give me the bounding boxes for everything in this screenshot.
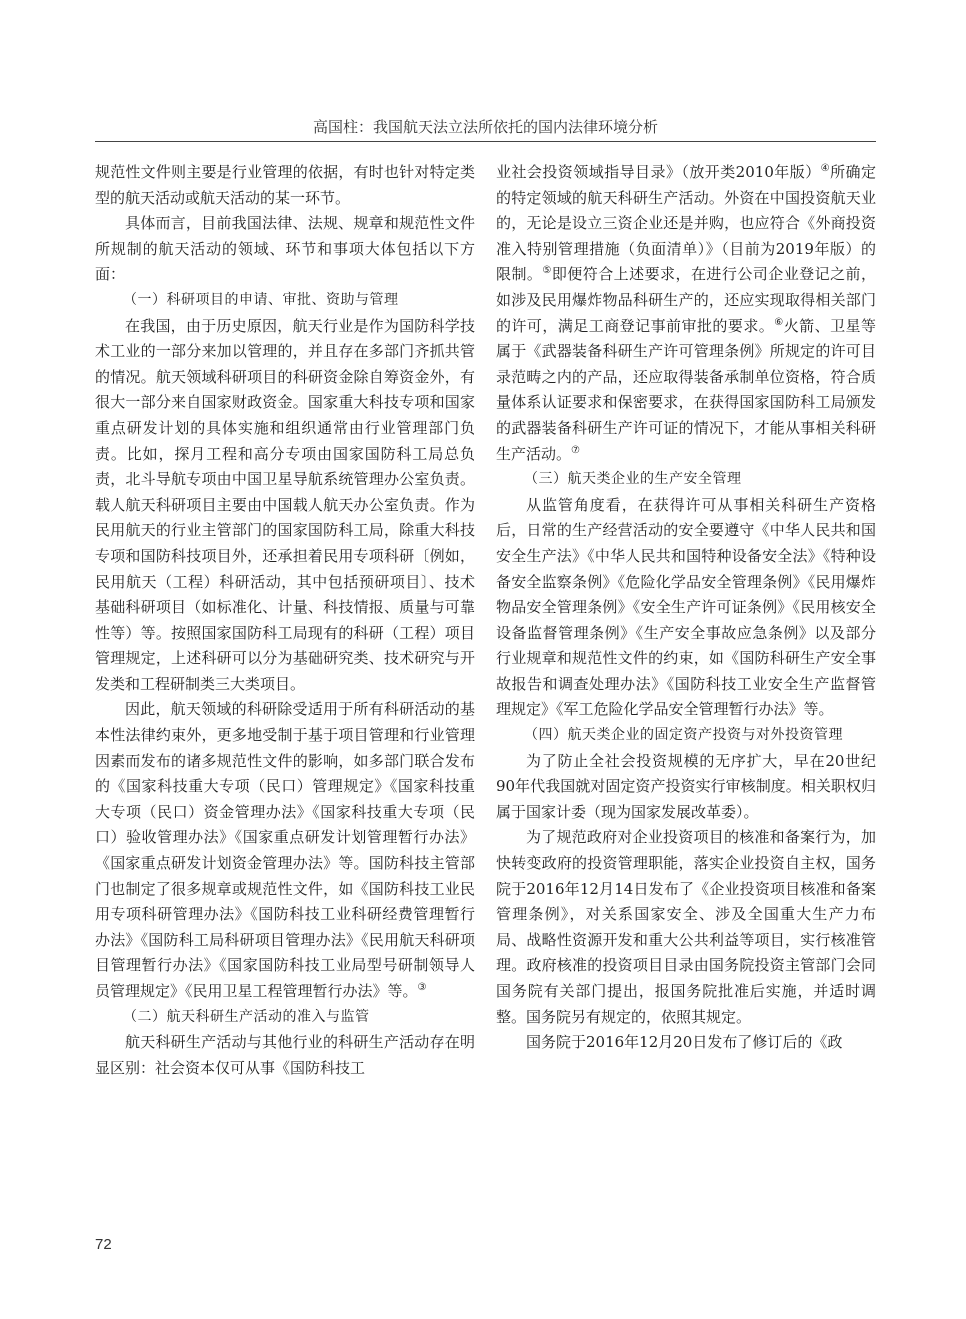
running-header: 高国柱：我国航天法立法所依托的国内法律环境分析	[312, 118, 658, 136]
paragraph-text: 所确定的特定领域的航天科研生产活动。外资在中国投资航天业的，无论是设立三资企业还是并购，也应符合《外商投资准入特别管理措施（负面清单）》（目前为2019年版）的限制。	[496, 163, 876, 284]
footnote-marker: ④	[820, 163, 831, 174]
section-heading: （一）科研项目的申请、审批、资助与管理	[123, 291, 399, 308]
paragraph-text: 因此，航天领域的科研除受适用于所有科研活动的基本性法律约束外，更多地受制于基于项目管理和行业管理因素而发布的诸多规范性文件的影响，如多部门联合发布的《国家科技重大专项（民口）管理规定》《国家科技重大专项（民口）资金管理办法》《国家科技重大专项（民口）验收管理办法》《国家重点研发计划管理暂行办法》《国家重点研发计划资金管理办法》等。国防科技主管部门也制定了很多规章或规范性文件，如《国防科技工业民用专项科研管理办法》《国防科技工业科研经费管理暂行办法》《国防科工局科研项目管理办法》《民用航天科研项目管理暂行办法》《国家国防科技工业局型号研制领导人员管理规定》《民用卫星工程管理暂行办法》等。	[95, 700, 475, 1000]
section-heading: （三）航天类企业的生产安全管理	[524, 471, 742, 488]
paragraph	[496, 160, 876, 467]
paragraph-text: 火箭、卫星等属于《武器装备科研生产许可管理条例》所规定的许可目录范畴之内的产品，还应取得装备承制单位资格，符合质量体系认证要求和保密要求，在获得国家国防科工局颁发的武器装备科研生产许可证的情况下，才能从事相关科研生产活动。	[496, 316, 876, 463]
paragraph: 为了规范政府对企业投资项目的核准和备案行为，加快转变政府的投资管理职能，落实企业投资自主权，国务院于2016年12月14日发布了《企业投资项目核准和备案管理条例》，对关系国家安全、涉及全国重大生产力布局、战略性资源开发和重大公共利益等项目，实行核准管理。政府核准的投资项目目录由国务院投资主管部门会同国务院有关部门提出，报国务院批准后实施，并适时调整。国务院另有规定的，依照其规定。	[496, 828, 876, 1026]
header-rule	[95, 141, 876, 142]
footnote-marker: ③	[417, 982, 427, 993]
right-column	[496, 160, 876, 1220]
section-heading: （四）航天类企业的固定资产投资与对外投资管理	[524, 727, 843, 744]
paragraph-text: 即便符合上述要求，在进行公司企业登记之前，如涉及民用爆炸物品科研生产的，还应实现取得相关部门的许可，满足工商登记事前审批的要求。	[496, 265, 876, 335]
paragraph: 航天科研生产活动与其他行业的科研生产活动存在明显区别：社会资本仅可从事《国防科技工	[95, 1033, 475, 1077]
paragraph: 从监管角度看，在获得许可从事相关科研生产资格后，日常的生产经营活动的安全要遵守《中华人民共和国安全生产法》《中华人民共和国特种设备安全法》《特种设备安全监察条例》《危险化学品安全管理条例》《民用爆炸物品安全管理条例》《安全生产许可证条例》《民用核安全设备监督管理条例》《生产安全事故应急条例》以及部分行业规章和规范性文件的约束，如《国防科研生产安全事故报告和调查处理办法》《国防科技工业安全生产监督管理规定》《军工危险化学品安全管理暂行办法》等。	[496, 495, 876, 719]
paragraph: 在我国，由于历史原因，航天行业是作为国防科学技术工业的一部分来加以管理的，并且存在多部门齐抓共管的情况。航天领域科研项目的科研资金除自筹资金外，有很大一部分来自国家财政资金。国家重大科技专项和国家重点研发计划的具体实施和组织通常由行业管理部门负责。比如，探月工程和高分专项由国家国防科工局总负责，北斗导航专项由中国卫星导航系统管理办公室负责。载人航天科研项目主要由中国载人航天办公室负责。作为民用航天的行业主管部门的国家国防科工局，除重大科技专项和国防科技项目外，还承担着民用专项科研〔例如，民用航天（工程）科研活动，其中包括预研项目〕、技术基础科研项目（如标准化、计量、科技情报、质量与可靠性等）等。按照国家国防科工局现有的科研（工程）项目管理规定，上述科研可以分为基础研究类、技术研究与开发类和工程研制类三大类项目。	[95, 316, 475, 693]
paragraph-text: 业社会投资领域指导目录》（放开类2010年版）	[496, 163, 821, 181]
left-column	[95, 160, 475, 1220]
section-heading: （二）航天科研生产活动的准入与监管	[123, 1008, 370, 1025]
paragraph	[95, 697, 475, 1004]
paragraph: 具体而言，目前我国法律、法规、规章和规范性文件所规制的航天活动的领域、环节和事项大体包括以下方面：	[95, 214, 475, 284]
page-number: 72	[95, 1236, 112, 1253]
paragraph: 规范性文件则主要是行业管理的依据，有时也针对特定类型的航天活动或航天活动的某一环节。	[95, 163, 475, 207]
paragraph: 国务院于2016年12月20日发布了修订后的《政	[526, 1033, 843, 1052]
paragraph: 为了防止全社会投资规模的无序扩大，早在20世纪90年代我国就对固定资产投资实行审核制度。相关职权归属于国家计委（现为国家发展改革委）。	[496, 751, 876, 821]
footnote-marker: ⑥	[774, 316, 784, 328]
footnote-marker: ⑤	[542, 265, 552, 277]
footnote-marker: ⑦	[571, 444, 580, 456]
